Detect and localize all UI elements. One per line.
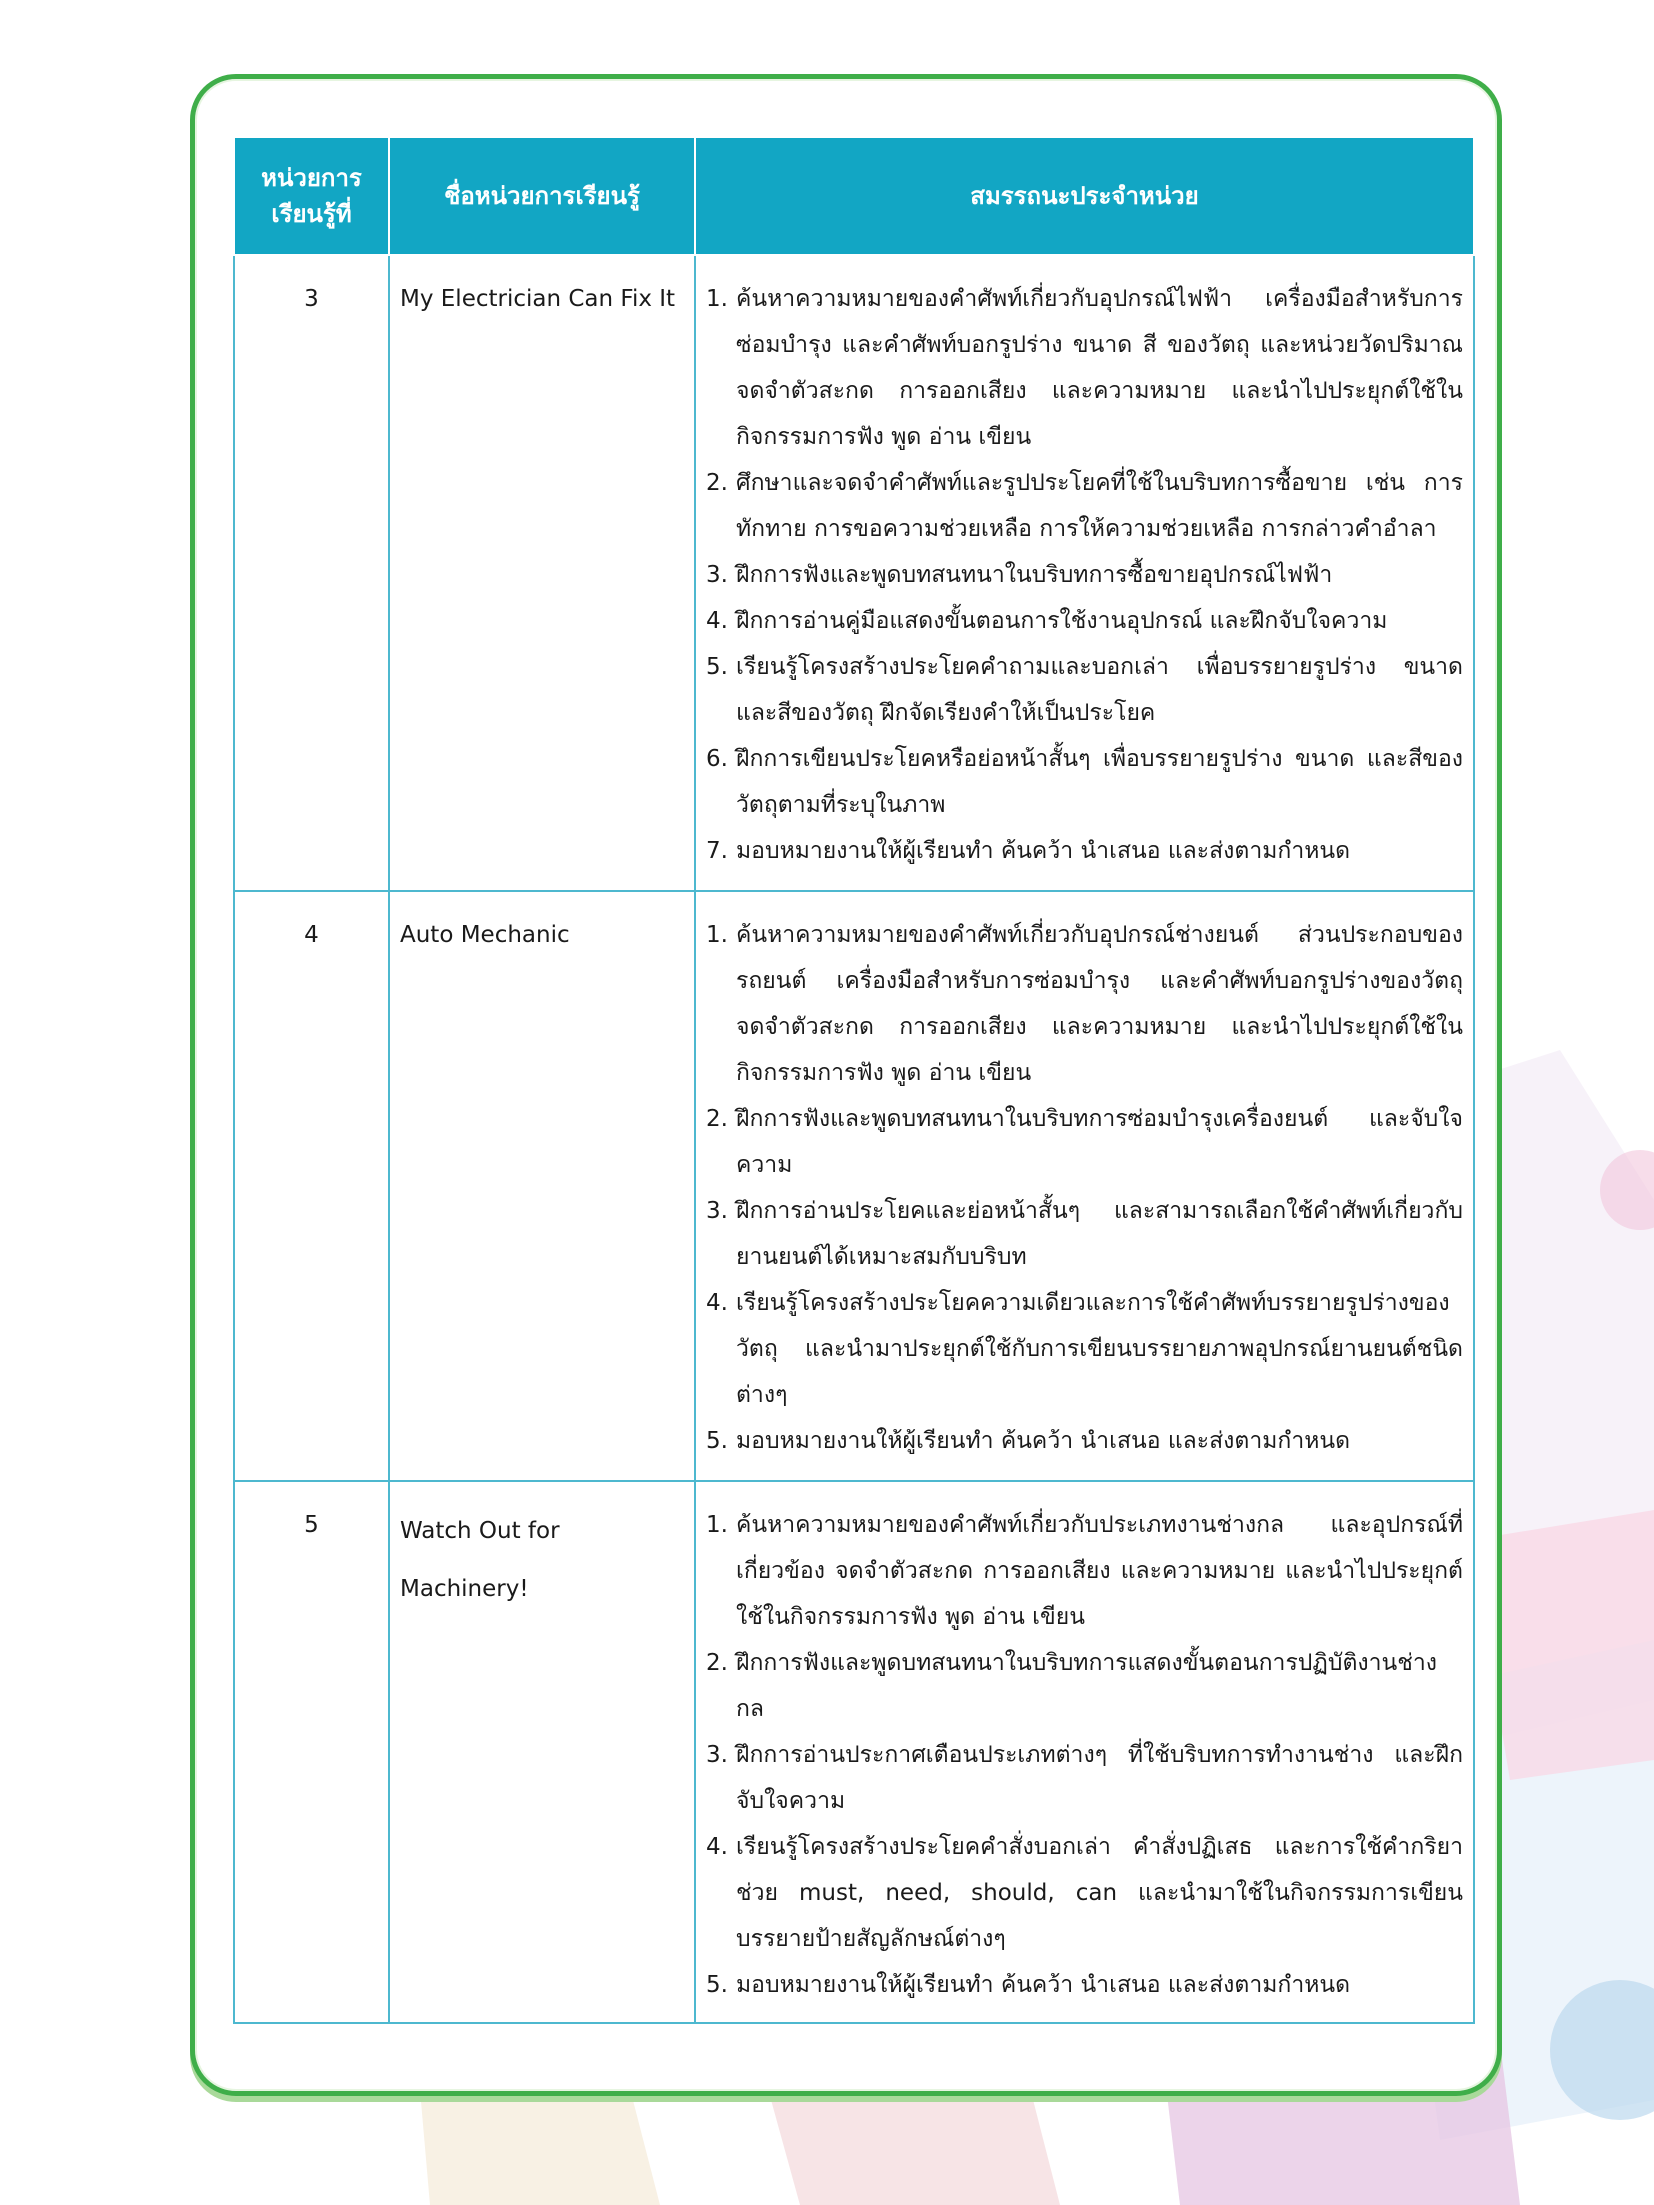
list-item: 3. ฝึกการฟังและพูดบทสนทนาในบริบทการซื้อขายอุปกรณ์ไฟฟ้า: [706, 562, 1333, 588]
list-item: 5. เรียนรู้โครงสร้างประโยคคำถามและบอกเล่า เพื่อบรรยายรูปร่าง ขนาด และสีของวัตถุ ฝึกจัดเรียงคำให้เป็นประโยค: [706, 654, 1463, 726]
unit-competencies: [695, 255, 1474, 891]
list-item: 1. ค้นหาความหมายของคำศัพท์เกี่ยวกับประเภทงานช่างกล และอุปกรณ์ที่เกี่ยวข้อง จดจำตัวสะกด การออกเสียง และความหมาย และนำไปประยุกต์ใช้ในกิจกรรมการฟัง พูด อ่าน เขียน: [706, 1512, 1463, 1630]
list-item: 3. ฝึกการอ่านประโยคและย่อหน้าสั้นๆ และสามารถเลือกใช้คำศัพท์เกี่ยวกับยานยนต์ได้เหมาะสมกับบริบท: [706, 1198, 1463, 1270]
list-item: 4. เรียนรู้โครงสร้างประโยคคำสั่งบอกเล่า คำสั่งปฏิเสธ และการใช้คำกริยาช่วย must, need, should, can และนำมาใช้ในกิจกรรมการเขียนบรรยายป้ายสัญลักษณ์ต่างๆ: [706, 1834, 1463, 1952]
list-item: 1. ค้นหาความหมายของคำศัพท์เกี่ยวกับอุปกรณ์ช่างยนต์ ส่วนประกอบของรถยนต์ เครื่องมือสำหรับการซ่อมบำรุง และคำศัพท์บอกรูปร่างของวัตถุ จดจำตัวสะกด การออกเสียง และความหมาย และนำไปประยุกต์ใช้ในกิจกรรมการฟัง พูด อ่าน เขียน: [706, 922, 1463, 1086]
unit-number: 3: [234, 255, 389, 891]
unit-number: 5: [234, 1481, 389, 2023]
table-row: [234, 1481, 1474, 2023]
header-competency: สมรรถนะประจำหน่วย: [695, 137, 1474, 255]
header-unit-no: หน่วยการเรียนรู้ที่: [234, 137, 389, 255]
list-item: 1. ค้นหาความหมายของคำศัพท์เกี่ยวกับอุปกรณ์ไฟฟ้า เครื่องมือสำหรับการซ่อมบำรุง และคำศัพท์บอกรูปร่าง ขนาด สี ของวัตถุ และหน่วยวัดปริมาณ จดจำตัวสะกด การออกเสียง และความหมาย และนำไปประยุกต์ใช้ในกิจกรรมการฟัง พูด อ่าน เขียน: [706, 286, 1463, 450]
table-row: [234, 255, 1474, 891]
list-item: 3. ฝึกการอ่านประกาศเตือนประเภทต่างๆ ที่ใช้บริบทการทำงานช่าง และฝึกจับใจความ: [706, 1742, 1463, 1814]
unit-competencies: [695, 1481, 1474, 2023]
list-item: 6. ฝึกการเขียนประโยคหรือย่อหน้าสั้นๆ เพื่อบรรยายรูปร่าง ขนาด และสีของวัตถุตามที่ระบุในภาพ: [706, 746, 1463, 818]
table-header-row: [234, 137, 1474, 255]
unit-name: Auto Mechanic: [389, 891, 695, 1481]
list-item: 5. มอบหมายงานให้ผู้เรียนทำ ค้นคว้า นำเสนอ และส่งตามกำหนด: [706, 1972, 1351, 1998]
list-item: 7. มอบหมายงานให้ผู้เรียนทำ ค้นคว้า นำเสนอ และส่งตามกำหนด: [706, 838, 1351, 864]
list-item: 2. ศึกษาและจดจำคำศัพท์และรูปประโยคที่ใช้ในบริบทการซื้อขาย เช่น การทักทาย การขอความช่วยเหลือ การให้ความช่วยเหลือ การกล่าวคำอำลา: [706, 470, 1463, 542]
unit-number: 4: [234, 891, 389, 1481]
learning-units-table: [233, 136, 1475, 2024]
list-item: 4. ฝึกการอ่านคู่มือแสดงขั้นตอนการใช้งานอุปกรณ์ และฝึกจับใจความ: [706, 608, 1388, 634]
unit-name: My Electrician Can Fix It: [389, 255, 695, 891]
list-item: 5. มอบหมายงานให้ผู้เรียนทำ ค้นคว้า นำเสนอ และส่งตามกำหนด: [706, 1428, 1351, 1454]
unit-name: Watch Out for Machinery!: [389, 1481, 695, 2023]
list-item: 2. ฝึกการฟังและพูดบทสนทนาในบริบทการแสดงขั้นตอนการปฏิบัติงานช่างกล: [706, 1650, 1438, 1722]
unit-competencies: [695, 891, 1474, 1481]
list-item: 4. เรียนรู้โครงสร้างประโยคความเดียวและการใช้คำศัพท์บรรยายรูปร่างของวัตถุ และนำมาประยุกต์ใช้กับการเขียนบรรยายภาพอุปกรณ์ยานยนต์ชนิดต่างๆ: [706, 1290, 1463, 1408]
table-row: [234, 891, 1474, 1481]
header-unit-name: ชื่อหน่วยการเรียนรู้: [389, 137, 695, 255]
list-item: 2. ฝึกการฟังและพูดบทสนทนาในบริบทการซ่อมบำรุงเครื่องยนต์ และจับใจความ: [706, 1106, 1463, 1178]
